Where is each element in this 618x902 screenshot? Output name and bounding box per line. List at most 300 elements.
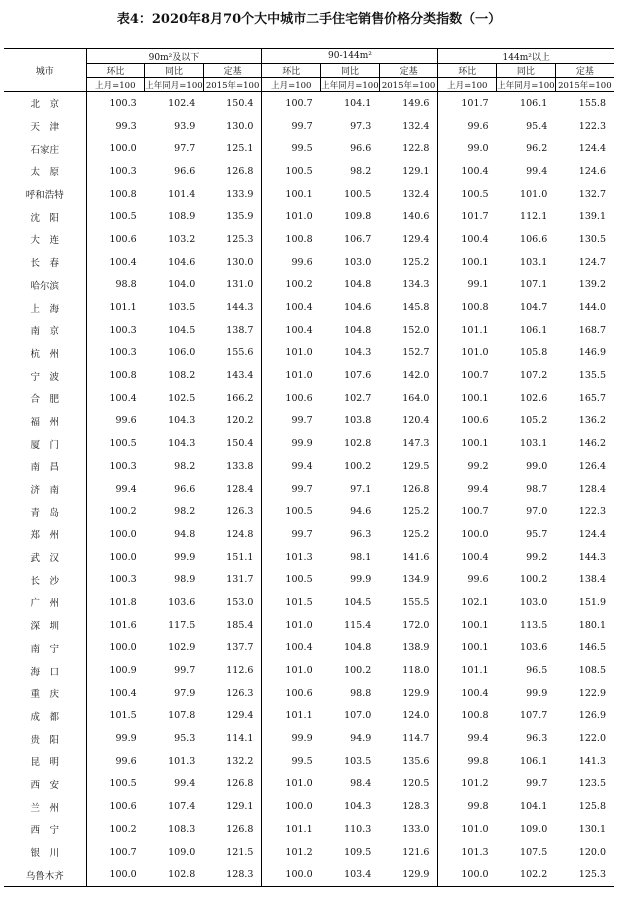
- index-value: 138.4: [578, 574, 606, 586]
- index-value: 109.0: [520, 823, 548, 835]
- index-value: 147.3: [379, 432, 438, 455]
- price-index-table: [4, 48, 614, 887]
- index-value: 96.6: [174, 483, 196, 495]
- index-value: 100.5: [461, 188, 489, 200]
- index-value: 97.0: [526, 506, 548, 518]
- city-name: 银 川: [4, 841, 86, 864]
- index-value: 100.6: [285, 392, 313, 404]
- table-row: [4, 773, 614, 796]
- index-value: 100.1: [461, 619, 489, 631]
- index-value: 122.8: [379, 137, 438, 160]
- index-value: 98.8: [115, 279, 137, 291]
- city-name: 海 口: [4, 659, 86, 682]
- table-row: [4, 637, 614, 660]
- table-row: [4, 841, 614, 864]
- index-value: 99.7: [174, 665, 196, 677]
- index-value: 99.0: [526, 460, 548, 472]
- index-value: 129.4: [203, 705, 262, 728]
- index-value: 107.8: [168, 710, 196, 722]
- index-value: 100.3: [109, 347, 137, 359]
- index-value: 99.1: [467, 279, 489, 291]
- index-value: 180.1: [578, 619, 606, 631]
- index-value: 102.2: [497, 863, 556, 886]
- table-row: [4, 183, 614, 206]
- base-header: 上月=100: [438, 78, 497, 92]
- table-row: [4, 568, 614, 591]
- index-value: 102.5: [168, 392, 196, 404]
- index-value: 139.1: [578, 211, 606, 223]
- table-row: [4, 523, 614, 546]
- index-value: 125.3: [555, 863, 614, 886]
- index-value: 100.4: [461, 233, 489, 245]
- group-header-medium: 90-144m²: [262, 49, 438, 64]
- city-name: 济 南: [4, 478, 86, 501]
- index-value: 95.7: [526, 528, 548, 540]
- table-row: [4, 251, 614, 274]
- city-name: 乌鲁木齐: [4, 863, 86, 886]
- index-value: 112.6: [203, 659, 262, 682]
- index-value: 100.0: [438, 863, 497, 886]
- index-value: 106.6: [520, 233, 548, 245]
- index-value: 101.2: [285, 846, 313, 858]
- table-row: [4, 750, 614, 773]
- index-value: 100.5: [109, 438, 137, 450]
- index-value: 100.8: [461, 302, 489, 314]
- index-value: 100.0: [109, 551, 137, 563]
- index-value: 122.3: [578, 506, 606, 518]
- index-value: 128.3: [203, 863, 262, 886]
- city-name: 长 沙: [4, 568, 86, 591]
- city-name: 青 岛: [4, 500, 86, 523]
- index-value: 100.3: [109, 574, 137, 586]
- index-value: 126.3: [203, 500, 262, 523]
- index-value: 104.3: [344, 801, 372, 813]
- index-value: 100.8: [109, 370, 137, 382]
- index-value: 98.1: [350, 551, 372, 563]
- index-value: 146.2: [578, 438, 606, 450]
- index-value: 101.7: [461, 97, 489, 109]
- base-header: 上月=100: [86, 78, 145, 92]
- city-name: 昆 明: [4, 750, 86, 773]
- index-value: 101.7: [461, 211, 489, 223]
- index-value: 101.1: [461, 665, 489, 677]
- index-value: 99.9: [291, 438, 313, 450]
- index-value: 100.8: [109, 188, 137, 200]
- base-header: 上年同月=100: [497, 78, 556, 92]
- index-value: 123.5: [578, 778, 606, 790]
- table-row: [4, 296, 614, 319]
- index-value: 100.5: [109, 211, 137, 223]
- index-value: 130.0: [203, 251, 262, 274]
- index-value: 129.1: [379, 160, 438, 183]
- index-value: 141.3: [578, 755, 606, 767]
- subcol-header: 环比: [86, 64, 145, 78]
- table-row: [4, 274, 614, 297]
- index-value: 122.9: [578, 687, 606, 699]
- index-value: 125.3: [203, 228, 262, 251]
- index-value: 125.2: [379, 500, 438, 523]
- index-value: 151.1: [203, 546, 262, 569]
- index-value: 128.4: [203, 478, 262, 501]
- index-value: 101.3: [461, 846, 489, 858]
- index-value: 114.7: [379, 727, 438, 750]
- index-value: 106.1: [520, 755, 548, 767]
- index-value: 100.8: [461, 710, 489, 722]
- table-row: [4, 92, 614, 115]
- base-header: 2015年=100: [203, 78, 262, 92]
- index-value: 100.4: [461, 687, 489, 699]
- index-value: 100.7: [461, 370, 489, 382]
- index-value: 100.0: [262, 863, 321, 886]
- index-value: 100.2: [520, 574, 548, 586]
- index-value: 98.4: [350, 778, 372, 790]
- city-name: 呼和浩特: [4, 183, 86, 206]
- index-value: 99.5: [291, 755, 313, 767]
- index-value: 98.9: [174, 574, 196, 586]
- index-value: 104.8: [344, 279, 372, 291]
- table-row: [4, 614, 614, 637]
- index-value: 108.3: [168, 823, 196, 835]
- index-value: 104.1: [520, 801, 548, 813]
- index-value: 101.0: [461, 347, 489, 359]
- index-value: 99.4: [526, 165, 548, 177]
- city-name: 西 安: [4, 773, 86, 796]
- index-value: 101.4: [168, 188, 196, 200]
- index-value: 150.4: [203, 432, 262, 455]
- table-row: [4, 319, 614, 342]
- index-value: 129.9: [379, 863, 438, 886]
- index-value: 125.2: [379, 251, 438, 274]
- index-value: 128.4: [578, 483, 606, 495]
- index-value: 97.3: [350, 120, 372, 132]
- index-value: 99.6: [467, 574, 489, 586]
- index-value: 103.5: [168, 302, 196, 314]
- index-value: 99.9: [526, 687, 548, 699]
- index-value: 99.2: [467, 460, 489, 472]
- index-value: 101.5: [109, 710, 137, 722]
- city-name: 沈 阳: [4, 205, 86, 228]
- index-value: 99.9: [350, 574, 372, 586]
- index-value: 104.8: [344, 642, 372, 654]
- index-value: 106.0: [168, 347, 196, 359]
- index-value: 99.8: [467, 755, 489, 767]
- index-value: 97.9: [174, 687, 196, 699]
- index-value: 102.8: [145, 863, 204, 886]
- index-value: 103.6: [520, 642, 548, 654]
- index-value: 101.8: [109, 596, 137, 608]
- index-value: 100.4: [109, 687, 137, 699]
- table-row: [4, 500, 614, 523]
- index-value: 100.0: [461, 528, 489, 540]
- index-value: 144.3: [578, 551, 606, 563]
- index-value: 98.8: [350, 687, 372, 699]
- city-name: 郑 州: [4, 523, 86, 546]
- index-value: 126.8: [203, 160, 262, 183]
- index-value: 100.0: [285, 801, 313, 813]
- index-value: 99.2: [526, 551, 548, 563]
- index-value: 100.5: [344, 188, 372, 200]
- index-value: 99.3: [115, 120, 137, 132]
- index-value: 95.4: [526, 120, 548, 132]
- index-value: 100.7: [109, 846, 137, 858]
- index-value: 99.9: [174, 551, 196, 563]
- index-value: 138.7: [203, 319, 262, 342]
- subcol-header: 定基: [203, 64, 262, 78]
- index-value: 135.6: [379, 750, 438, 773]
- index-value: 101.0: [285, 347, 313, 359]
- index-value: 100.1: [461, 392, 489, 404]
- index-value: 101.0: [285, 370, 313, 382]
- index-value: 133.0: [379, 818, 438, 841]
- index-value: 100.4: [109, 392, 137, 404]
- index-value: 120.5: [379, 773, 438, 796]
- index-value: 110.3: [344, 823, 372, 835]
- index-value: 144.0: [578, 302, 606, 314]
- index-value: 146.9: [578, 347, 606, 359]
- city-name: 上 海: [4, 296, 86, 319]
- index-value: 100.5: [285, 574, 313, 586]
- index-value: 103.0: [520, 596, 548, 608]
- index-value: 100.0: [86, 863, 145, 886]
- index-value: 140.6: [379, 205, 438, 228]
- index-value: 168.7: [578, 324, 606, 336]
- city-name: 西 宁: [4, 818, 86, 841]
- index-value: 101.0: [285, 665, 313, 677]
- table-row: [4, 387, 614, 410]
- city-name: 成 都: [4, 705, 86, 728]
- index-value: 99.4: [291, 460, 313, 472]
- index-value: 114.1: [203, 727, 262, 750]
- index-value: 152.7: [379, 342, 438, 365]
- index-value: 120.2: [203, 410, 262, 433]
- index-value: 99.6: [467, 120, 489, 132]
- index-value: 146.5: [578, 642, 606, 654]
- subcol-header: 定基: [555, 64, 614, 78]
- index-value: 101.6: [109, 619, 137, 631]
- table-row: [4, 455, 614, 478]
- index-value: 164.0: [379, 387, 438, 410]
- index-value: 135.5: [578, 370, 606, 382]
- index-value: 152.0: [379, 319, 438, 342]
- index-value: 109.8: [344, 211, 372, 223]
- index-value: 104.3: [168, 415, 196, 427]
- index-value: 106.1: [520, 324, 548, 336]
- index-value: 133.8: [203, 455, 262, 478]
- index-value: 100.3: [109, 97, 137, 109]
- index-value: 100.6: [109, 801, 137, 813]
- city-name: 厦 门: [4, 432, 86, 455]
- index-value: 100.5: [285, 165, 313, 177]
- table-row: [4, 863, 614, 886]
- index-value: 99.6: [115, 415, 137, 427]
- index-value: 130.5: [578, 233, 606, 245]
- index-value: 109.5: [344, 846, 372, 858]
- index-value: 100.8: [285, 233, 313, 245]
- index-value: 107.6: [344, 370, 372, 382]
- index-value: 134.3: [379, 274, 438, 297]
- base-header: 上年同月=100: [321, 78, 380, 92]
- index-value: 120.0: [578, 846, 606, 858]
- city-name: 北 京: [4, 92, 86, 115]
- index-value: 100.4: [461, 165, 489, 177]
- index-value: 125.1: [203, 137, 262, 160]
- index-value: 150.4: [203, 92, 262, 115]
- index-value: 138.9: [379, 637, 438, 660]
- index-value: 100.4: [285, 302, 313, 314]
- index-value: 124.7: [578, 256, 606, 268]
- index-value: 102.8: [344, 438, 372, 450]
- index-value: 99.7: [291, 483, 313, 495]
- index-value: 104.6: [344, 302, 372, 314]
- city-name: 合 肥: [4, 387, 86, 410]
- city-name: 广 州: [4, 591, 86, 614]
- subcol-header: 同比: [497, 64, 556, 78]
- index-value: 96.5: [526, 665, 548, 677]
- index-value: 99.4: [174, 778, 196, 790]
- index-value: 124.4: [578, 143, 606, 155]
- index-value: 107.4: [168, 801, 196, 813]
- index-value: 100.0: [109, 143, 137, 155]
- index-value: 94.6: [350, 506, 372, 518]
- index-value: 96.6: [174, 165, 196, 177]
- table-row: [4, 478, 614, 501]
- index-value: 113.5: [520, 619, 548, 631]
- index-value: 104.3: [168, 438, 196, 450]
- subcol-header: 同比: [145, 64, 204, 78]
- index-value: 126.4: [578, 460, 606, 472]
- index-value: 101.1: [461, 324, 489, 336]
- index-value: 104.1: [344, 97, 372, 109]
- index-value: 136.2: [578, 415, 606, 427]
- city-name: 大 连: [4, 228, 86, 251]
- index-value: 98.7: [526, 483, 548, 495]
- index-value: 155.5: [379, 591, 438, 614]
- index-value: 117.5: [168, 619, 196, 631]
- index-value: 106.7: [344, 233, 372, 245]
- index-value: 100.2: [344, 460, 372, 472]
- index-value: 155.8: [578, 97, 606, 109]
- table-row: [4, 115, 614, 138]
- index-value: 105.2: [520, 415, 548, 427]
- table-row: [4, 432, 614, 455]
- index-value: 100.3: [109, 324, 137, 336]
- index-value: 131.7: [203, 568, 262, 591]
- group-header-small: 90m²及以下: [86, 49, 262, 64]
- city-name: 深 圳: [4, 614, 86, 637]
- index-value: 132.2: [203, 750, 262, 773]
- index-value: 96.3: [526, 733, 548, 745]
- city-name: 南 京: [4, 319, 86, 342]
- table-row: [4, 364, 614, 387]
- index-value: 125.2: [379, 523, 438, 546]
- index-value: 100.6: [109, 233, 137, 245]
- index-value: 101.3: [168, 755, 196, 767]
- subcol-header: 环比: [262, 64, 321, 78]
- index-value: 99.7: [291, 415, 313, 427]
- index-value: 104.8: [344, 324, 372, 336]
- table-row: [4, 591, 614, 614]
- city-name: 石家庄: [4, 137, 86, 160]
- index-value: 139.2: [578, 279, 606, 291]
- index-value: 115.4: [344, 619, 372, 631]
- table-row: [4, 137, 614, 160]
- index-value: 103.0: [344, 256, 372, 268]
- index-value: 126.3: [203, 682, 262, 705]
- index-value: 128.3: [379, 795, 438, 818]
- index-value: 132.4: [379, 115, 438, 138]
- index-value: 124.8: [203, 523, 262, 546]
- index-value: 107.7: [520, 710, 548, 722]
- index-value: 142.0: [379, 364, 438, 387]
- index-value: 99.4: [467, 733, 489, 745]
- index-value: 166.2: [203, 387, 262, 410]
- index-value: 94.9: [350, 733, 372, 745]
- index-value: 100.5: [285, 506, 313, 518]
- table-row: [4, 410, 614, 433]
- index-value: 185.4: [203, 614, 262, 637]
- index-value: 99.7: [291, 528, 313, 540]
- index-value: 99.0: [467, 143, 489, 155]
- base-header: 2015年=100: [379, 78, 438, 92]
- index-value: 100.1: [285, 188, 313, 200]
- index-value: 100.2: [109, 823, 137, 835]
- table-row: [4, 705, 614, 728]
- index-value: 101.1: [109, 302, 137, 314]
- index-value: 102.6: [520, 392, 548, 404]
- index-value: 99.6: [291, 256, 313, 268]
- index-value: 103.6: [168, 596, 196, 608]
- index-value: 96.6: [350, 143, 372, 155]
- index-value: 100.4: [109, 256, 137, 268]
- index-value: 104.3: [344, 347, 372, 359]
- index-value: 101.0: [285, 619, 313, 631]
- index-value: 100.6: [285, 687, 313, 699]
- index-value: 104.5: [168, 324, 196, 336]
- index-value: 108.2: [168, 370, 196, 382]
- index-value: 99.6: [115, 755, 137, 767]
- index-value: 126.8: [203, 773, 262, 796]
- index-value: 107.2: [520, 370, 548, 382]
- index-value: 143.4: [203, 364, 262, 387]
- index-value: 105.8: [520, 347, 548, 359]
- index-value: 104.0: [168, 279, 196, 291]
- index-value: 101.3: [285, 551, 313, 563]
- index-value: 101.2: [461, 778, 489, 790]
- subcol-header: 环比: [438, 64, 497, 78]
- index-value: 100.7: [461, 506, 489, 518]
- index-value: 99.4: [467, 483, 489, 495]
- index-value: 165.7: [578, 392, 606, 404]
- index-value: 137.7: [203, 637, 262, 660]
- index-value: 100.4: [461, 551, 489, 563]
- index-value: 102.9: [168, 642, 196, 654]
- group-header-large: 144m²以上: [438, 49, 614, 64]
- base-header: 上月=100: [262, 78, 321, 92]
- city-name: 贵 阳: [4, 727, 86, 750]
- index-value: 93.9: [174, 120, 196, 132]
- index-value: 100.4: [285, 324, 313, 336]
- index-value: 100.1: [461, 438, 489, 450]
- index-value: 122.3: [578, 120, 606, 132]
- index-value: 129.9: [379, 682, 438, 705]
- index-value: 100.1: [461, 642, 489, 654]
- index-value: 100.0: [109, 528, 137, 540]
- index-value: 100.5: [109, 778, 137, 790]
- index-value: 99.7: [526, 778, 548, 790]
- index-value: 101.0: [461, 823, 489, 835]
- index-value: 104.6: [168, 256, 196, 268]
- index-value: 95.3: [174, 733, 196, 745]
